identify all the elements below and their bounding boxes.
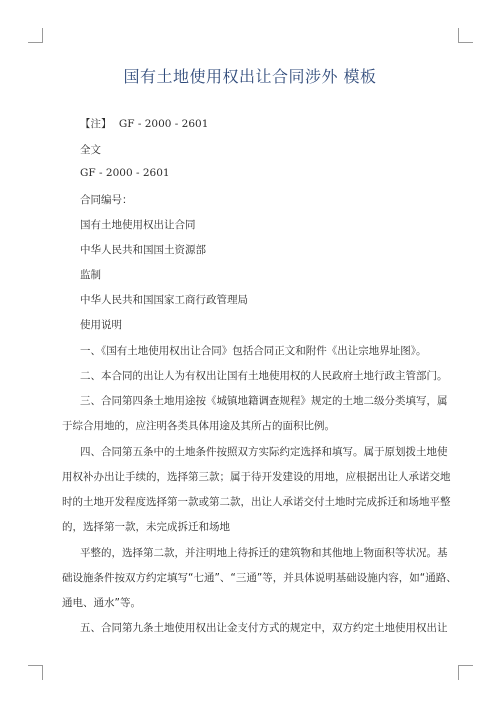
paragraph-line: 于综合用地的，应注明各类具体用途及其所占的面积比例。: [62, 420, 335, 432]
paragraph-line: 平整的，选择第二款，并注明地上待拆迁的建筑物和其他地上物面积等状况。基: [80, 547, 448, 559]
issuer-line-2: 中华人民共和国国家工商行政管理局: [80, 294, 248, 306]
code-line: GF - 2000 - 2601: [80, 167, 170, 179]
paragraph-line: 用权补办出让手续的，选择第三款；属于待开发建设的用地，应根据出让人承诺交地: [62, 471, 451, 483]
paragraph-line: 通电、通水”等。: [62, 597, 141, 609]
paragraph-line: 五、合同第九条土地使用权出让金支付方式的规定中，双方约定土地使用权出让: [80, 622, 448, 634]
paragraph-line: 的，选择第一款，未完成拆迁和场地: [62, 521, 230, 533]
issuer-line-1: 中华人民共和国国土资源部: [80, 244, 206, 256]
instructions-label: 使用说明: [80, 319, 122, 331]
note-code: GF - 2000 - 2601: [118, 118, 209, 130]
note-label: 【注】: [80, 118, 112, 130]
paragraph-line: 一、《国有土地使用权出让合同》包括合同正文和附件《出让宗地界址图》。: [80, 345, 427, 357]
crop-mark-top-left: [28, 28, 43, 43]
contract-number-label: 合同编号：: [80, 194, 133, 206]
paragraph-line: 三、合同第四条土地用途按《城镇地籍调查规程》规定的土地二级分类填写，属: [80, 395, 448, 407]
paragraph-line: 时的土地开发程度选择第一款或第二款，出让人承诺交付土地时完成拆迁和场地平整: [62, 496, 451, 508]
contract-name: 国有土地使用权出让合同: [80, 219, 196, 231]
crop-mark-bottom-right: [458, 665, 473, 680]
paragraph-line: 础设施条件按双方约定填写“七通”、“三通”等，并具体说明基础设施内容，如“通路、: [62, 572, 457, 584]
paragraph-line: 四、合同第五条中的土地条件按照双方实际约定选择和填写。属于原划拨土地使: [80, 446, 448, 458]
supervise-label: 监制: [80, 269, 101, 281]
document-title: 国有土地使用权出让合同涉外 模板: [123, 67, 377, 86]
paragraph-line: 二、本合同的出让人为有权出让国有土地使用权的人民政府土地行政主管部门。: [80, 370, 448, 382]
full-text-label: 全文: [80, 144, 101, 156]
note-line: [80, 116, 208, 131]
crop-mark-bottom-left: [28, 665, 43, 680]
crop-mark-top-right: [458, 28, 473, 43]
